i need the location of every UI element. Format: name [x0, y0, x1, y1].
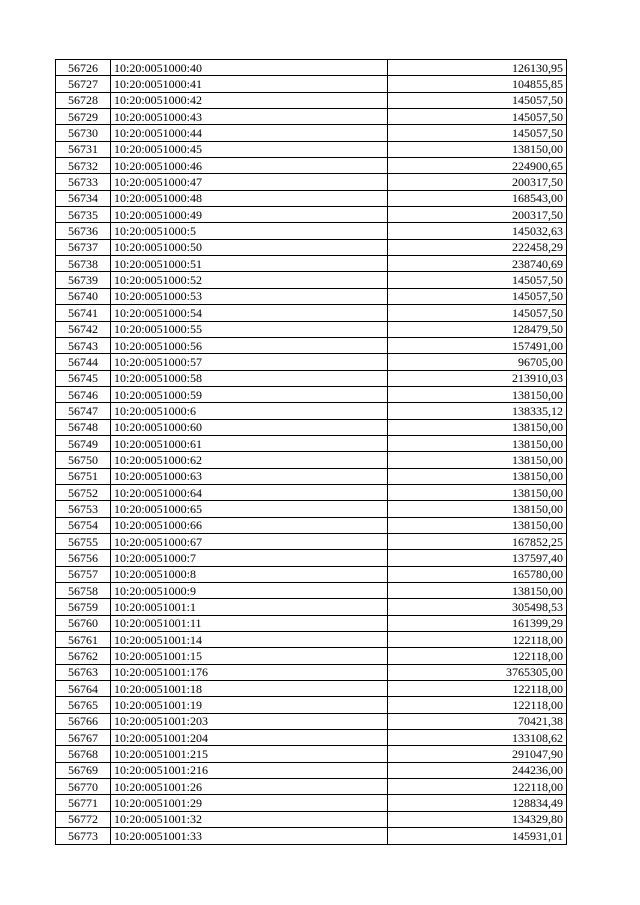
- row-number-cell: 56743: [56, 337, 111, 353]
- value-cell: 122118,00: [388, 697, 567, 713]
- cadastral-number-cell: 10:20:0051001:14: [111, 632, 388, 648]
- row-number-cell: 56745: [56, 370, 111, 386]
- row-number-cell: 56753: [56, 501, 111, 517]
- cadastral-number-cell: 10:20:0051000:46: [111, 158, 388, 174]
- table-row: [56, 125, 567, 141]
- row-number-cell: 56755: [56, 533, 111, 549]
- value-cell: 138150,00: [388, 484, 567, 500]
- row-number-cell: 56750: [56, 452, 111, 468]
- value-cell: 122118,00: [388, 681, 567, 697]
- row-number-cell: 56734: [56, 190, 111, 206]
- table-row: [56, 615, 567, 631]
- value-cell: 157491,00: [388, 337, 567, 353]
- table-row: [56, 223, 567, 239]
- table-row: [56, 533, 567, 549]
- row-number-cell: 56757: [56, 566, 111, 582]
- value-cell: 161399,29: [388, 615, 567, 631]
- cadastral-number-cell: 10:20:0051000:5: [111, 223, 388, 239]
- table-row: [56, 697, 567, 713]
- table-row: [56, 419, 567, 435]
- value-cell: 145057,50: [388, 305, 567, 321]
- table-row: [56, 190, 567, 206]
- cadastral-number-cell: 10:20:0051001:29: [111, 795, 388, 811]
- row-number-cell: 56738: [56, 256, 111, 272]
- cadastral-number-cell: 10:20:0051001:11: [111, 615, 388, 631]
- value-cell: 128479,50: [388, 321, 567, 337]
- row-number-cell: 56749: [56, 435, 111, 451]
- row-number-cell: 56736: [56, 223, 111, 239]
- cadastral-number-cell: 10:20:0051000:49: [111, 207, 388, 223]
- cadastral-number-cell: 10:20:0051000:7: [111, 550, 388, 566]
- row-number-cell: 56728: [56, 92, 111, 108]
- row-number-cell: 56769: [56, 762, 111, 778]
- cadastral-number-cell: 10:20:0051000:53: [111, 288, 388, 304]
- table-row: [56, 109, 567, 125]
- table-row: [56, 550, 567, 566]
- value-cell: 122118,00: [388, 632, 567, 648]
- table-row: [56, 746, 567, 762]
- table-row: [56, 158, 567, 174]
- value-cell: 138150,00: [388, 435, 567, 451]
- value-cell: 224900,65: [388, 158, 567, 174]
- cadastral-number-cell: 10:20:0051001:216: [111, 762, 388, 778]
- row-number-cell: 56727: [56, 76, 111, 92]
- cadastral-number-cell: 10:20:0051001:215: [111, 746, 388, 762]
- table-row: [56, 60, 567, 76]
- table-row: [56, 435, 567, 451]
- row-number-cell: 56747: [56, 403, 111, 419]
- row-number-cell: 56765: [56, 697, 111, 713]
- value-cell: 168543,00: [388, 190, 567, 206]
- cadastral-number-cell: 10:20:0051000:52: [111, 272, 388, 288]
- value-cell: 3765305,00: [388, 664, 567, 680]
- value-cell: 96705,00: [388, 354, 567, 370]
- row-number-cell: 56737: [56, 239, 111, 255]
- value-cell: 145057,50: [388, 125, 567, 141]
- value-cell: 145057,50: [388, 109, 567, 125]
- cadastral-number-cell: 10:20:0051000:56: [111, 337, 388, 353]
- value-cell: 126130,95: [388, 60, 567, 76]
- table-row: [56, 730, 567, 746]
- row-number-cell: 56754: [56, 517, 111, 533]
- value-cell: 122118,00: [388, 648, 567, 664]
- row-number-cell: 56740: [56, 288, 111, 304]
- cadastral-number-cell: 10:20:0051000:47: [111, 174, 388, 190]
- table-row: [56, 321, 567, 337]
- value-cell: 244236,00: [388, 762, 567, 778]
- table-row: [56, 566, 567, 582]
- row-number-cell: 56733: [56, 174, 111, 190]
- table-row: [56, 207, 567, 223]
- value-cell: 145057,50: [388, 288, 567, 304]
- row-number-cell: 56772: [56, 811, 111, 827]
- row-number-cell: 56752: [56, 484, 111, 500]
- cadastral-number-cell: 10:20:0051000:8: [111, 566, 388, 582]
- value-cell: 138150,00: [388, 468, 567, 484]
- cadastral-number-cell: 10:20:0051000:45: [111, 141, 388, 157]
- value-cell: 145057,50: [388, 272, 567, 288]
- value-cell: 138150,00: [388, 501, 567, 517]
- cadastral-value-table: [55, 59, 567, 845]
- value-cell: 222458,29: [388, 239, 567, 255]
- row-number-cell: 56746: [56, 386, 111, 402]
- row-number-cell: 56751: [56, 468, 111, 484]
- cadastral-number-cell: 10:20:0051001:1: [111, 599, 388, 615]
- table-row: [56, 811, 567, 827]
- value-cell: 200317,50: [388, 207, 567, 223]
- row-number-cell: 56741: [56, 305, 111, 321]
- table-row: [56, 305, 567, 321]
- cadastral-number-cell: 10:20:0051000:50: [111, 239, 388, 255]
- table-row: [56, 599, 567, 615]
- value-cell: 238740,69: [388, 256, 567, 272]
- table-row: [56, 648, 567, 664]
- value-cell: 128834,49: [388, 795, 567, 811]
- row-number-cell: 56729: [56, 109, 111, 125]
- row-number-cell: 56742: [56, 321, 111, 337]
- cadastral-number-cell: 10:20:0051001:204: [111, 730, 388, 746]
- value-cell: 134329,80: [388, 811, 567, 827]
- table-row: [56, 239, 567, 255]
- table-row: [56, 141, 567, 157]
- cadastral-number-cell: 10:20:0051000:58: [111, 370, 388, 386]
- cadastral-number-cell: 10:20:0051001:15: [111, 648, 388, 664]
- cadastral-number-cell: 10:20:0051000:43: [111, 109, 388, 125]
- cadastral-number-cell: 10:20:0051000:67: [111, 533, 388, 549]
- cadastral-number-cell: 10:20:0051000:66: [111, 517, 388, 533]
- table-row: [56, 762, 567, 778]
- table-row: [56, 681, 567, 697]
- row-number-cell: 56763: [56, 664, 111, 680]
- table-row: [56, 664, 567, 680]
- row-number-cell: 56759: [56, 599, 111, 615]
- value-cell: 145032,63: [388, 223, 567, 239]
- cadastral-number-cell: 10:20:0051000:61: [111, 435, 388, 451]
- row-number-cell: 56761: [56, 632, 111, 648]
- row-number-cell: 56766: [56, 713, 111, 729]
- table-row: [56, 713, 567, 729]
- cadastral-number-cell: 10:20:0051000:48: [111, 190, 388, 206]
- row-number-cell: 56773: [56, 828, 111, 844]
- row-number-cell: 56730: [56, 125, 111, 141]
- value-cell: 145931,01: [388, 828, 567, 844]
- value-cell: 138150,00: [388, 583, 567, 599]
- row-number-cell: 56732: [56, 158, 111, 174]
- row-number-cell: 56770: [56, 779, 111, 795]
- value-cell: 200317,50: [388, 174, 567, 190]
- table-row: [56, 174, 567, 190]
- value-cell: 138150,00: [388, 517, 567, 533]
- cadastral-number-cell: 10:20:0051000:63: [111, 468, 388, 484]
- row-number-cell: 56748: [56, 419, 111, 435]
- value-cell: 305498,53: [388, 599, 567, 615]
- table-row: [56, 403, 567, 419]
- table-row: [56, 354, 567, 370]
- cadastral-number-cell: 10:20:0051000:62: [111, 452, 388, 468]
- table-row: [56, 517, 567, 533]
- cadastral-number-cell: 10:20:0051000:60: [111, 419, 388, 435]
- row-number-cell: 56768: [56, 746, 111, 762]
- value-cell: 138150,00: [388, 141, 567, 157]
- row-number-cell: 56764: [56, 681, 111, 697]
- cadastral-number-cell: 10:20:0051001:26: [111, 779, 388, 795]
- value-cell: 291047,90: [388, 746, 567, 762]
- value-cell: 145057,50: [388, 92, 567, 108]
- cadastral-number-cell: 10:20:0051000:41: [111, 76, 388, 92]
- cadastral-number-cell: 10:20:0051000:59: [111, 386, 388, 402]
- cadastral-number-cell: 10:20:0051000:64: [111, 484, 388, 500]
- table-row: [56, 779, 567, 795]
- table-row: [56, 370, 567, 386]
- table-row: [56, 76, 567, 92]
- value-cell: 137597,40: [388, 550, 567, 566]
- row-number-cell: 56756: [56, 550, 111, 566]
- cadastral-number-cell: 10:20:0051000:9: [111, 583, 388, 599]
- value-cell: 213910,03: [388, 370, 567, 386]
- table-row: [56, 272, 567, 288]
- cadastral-number-cell: 10:20:0051000:57: [111, 354, 388, 370]
- row-number-cell: 56739: [56, 272, 111, 288]
- cadastral-number-cell: 10:20:0051000:51: [111, 256, 388, 272]
- row-number-cell: 56744: [56, 354, 111, 370]
- table-row: [56, 386, 567, 402]
- cadastral-number-cell: 10:20:0051000:40: [111, 60, 388, 76]
- cadastral-number-cell: 10:20:0051000:6: [111, 403, 388, 419]
- cadastral-number-cell: 10:20:0051001:203: [111, 713, 388, 729]
- table-row: [56, 828, 567, 844]
- table-row: [56, 795, 567, 811]
- row-number-cell: 56735: [56, 207, 111, 223]
- table-row: [56, 468, 567, 484]
- table-row: [56, 583, 567, 599]
- cadastral-number-cell: 10:20:0051001:32: [111, 811, 388, 827]
- value-cell: 138150,00: [388, 419, 567, 435]
- value-cell: 167852,25: [388, 533, 567, 549]
- cadastral-number-cell: 10:20:0051000:54: [111, 305, 388, 321]
- cadastral-number-cell: 10:20:0051001:176: [111, 664, 388, 680]
- value-cell: 138335,12: [388, 403, 567, 419]
- table-row: [56, 452, 567, 468]
- cadastral-number-cell: 10:20:0051001:19: [111, 697, 388, 713]
- value-cell: 138150,00: [388, 386, 567, 402]
- row-number-cell: 56726: [56, 60, 111, 76]
- value-cell: 122118,00: [388, 779, 567, 795]
- table-row: [56, 288, 567, 304]
- value-cell: 70421,38: [388, 713, 567, 729]
- row-number-cell: 56762: [56, 648, 111, 664]
- value-cell: 165780,00: [388, 566, 567, 582]
- cadastral-number-cell: 10:20:0051001:33: [111, 828, 388, 844]
- cadastral-number-cell: 10:20:0051000:55: [111, 321, 388, 337]
- value-cell: 133108,62: [388, 730, 567, 746]
- row-number-cell: 56767: [56, 730, 111, 746]
- row-number-cell: 56760: [56, 615, 111, 631]
- table-row: [56, 501, 567, 517]
- row-number-cell: 56731: [56, 141, 111, 157]
- table-body: [56, 60, 567, 845]
- table-row: [56, 484, 567, 500]
- table-row: [56, 92, 567, 108]
- cadastral-number-cell: 10:20:0051000:42: [111, 92, 388, 108]
- row-number-cell: 56758: [56, 583, 111, 599]
- cadastral-number-cell: 10:20:0051000:65: [111, 501, 388, 517]
- table-row: [56, 256, 567, 272]
- table-row: [56, 632, 567, 648]
- row-number-cell: 56771: [56, 795, 111, 811]
- cadastral-number-cell: 10:20:0051000:44: [111, 125, 388, 141]
- cadastral-number-cell: 10:20:0051001:18: [111, 681, 388, 697]
- value-cell: 138150,00: [388, 452, 567, 468]
- value-cell: 104855,85: [388, 76, 567, 92]
- table-row: [56, 337, 567, 353]
